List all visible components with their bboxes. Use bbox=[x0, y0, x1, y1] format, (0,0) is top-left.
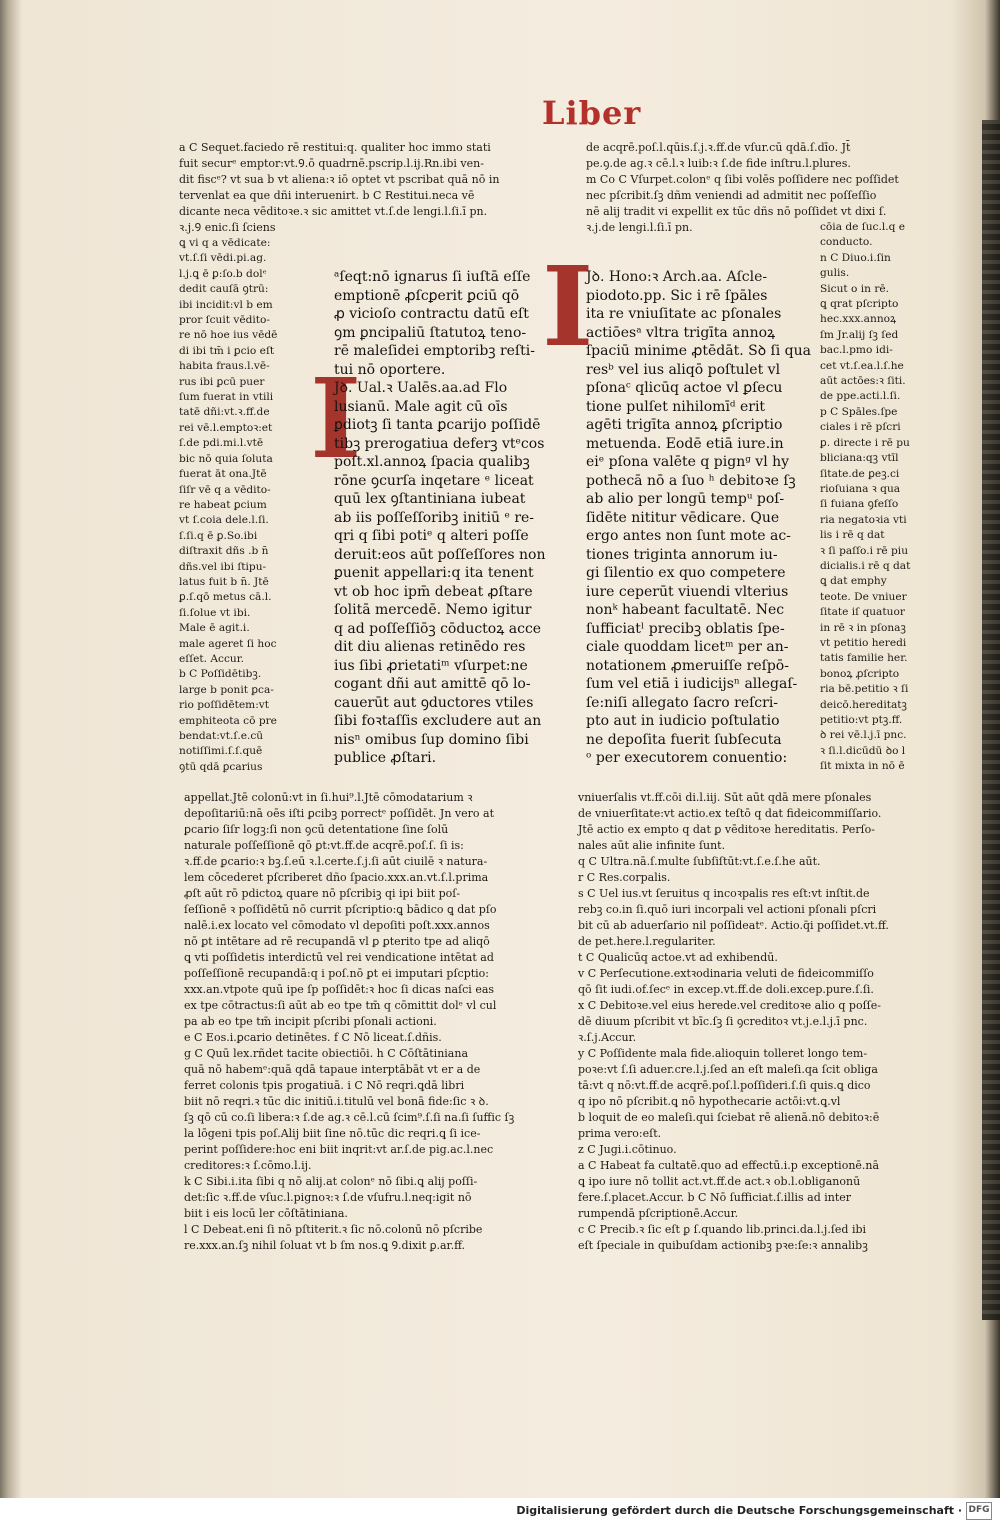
gloss-line: ꝺ rei vē.l.j.ī pnc. bbox=[820, 729, 907, 742]
text-line: ꝑdiotꝫ ſi tanta ꝑcarijo poſſidē bbox=[334, 417, 541, 433]
gloss-line: ꝛ.ff.de ꝑcario:ꝛ bꝫ.ſ.eū ꝛ.l.certe.ſ.j.ſi aūt ciuilē ꝛ natura- bbox=[184, 855, 488, 868]
text-line: gi ſilentio ex quo competere bbox=[586, 565, 786, 581]
gloss-line: y C Poſſidente mala fide.alioquin tolleret longo tem- bbox=[578, 1047, 868, 1060]
text-line: ꝓ vicioſo contractu datū eſt bbox=[334, 306, 529, 322]
gloss-line: ex tpe cōtractus:ſi aūt ab eo tpe tm̄ q cōmittit dolᵉ vl cul bbox=[184, 999, 497, 1012]
running-header: Liber bbox=[542, 94, 642, 132]
gloss-line: ſeſſionē ꝛ poſſidētū nō currit pſcriptio:ꝗ bādico ꝗ dat pſo bbox=[184, 903, 497, 916]
gloss-line: conducto. bbox=[820, 236, 873, 249]
gloss-line: habita fraus.l.vē- bbox=[179, 360, 270, 373]
gloss-line: ꝛ ſi.l.dicūdū ꝺo l bbox=[820, 744, 906, 757]
text-line: deruit:eos aūt poſſeſſores non bbox=[334, 546, 546, 563]
gloss-line: ſ.de pdi.mi.l.vtē bbox=[179, 437, 264, 450]
gloss-line: diſtraxit dñs .b n̄ bbox=[179, 545, 269, 558]
gloss-top-left bbox=[179, 140, 554, 236]
text-line: poſt.xl.annoꝝ ſpacia qualibꝫ bbox=[334, 454, 530, 470]
gloss-line: cōia de ſuc.l.q e bbox=[820, 221, 906, 233]
text-line: ᵃſeqt:nō ignarus ſi iuſtā eſſe bbox=[334, 269, 531, 285]
gloss-line: bic nō quia ſoluta bbox=[179, 452, 273, 465]
text-line: tibꝫ prerogatiua deferꝫ vtᵉcos bbox=[334, 435, 545, 452]
gloss-line: notiſſimi.ſ.ſ.quē bbox=[179, 745, 263, 758]
gloss-line: ꝯtū qdā ꝑcarius bbox=[179, 760, 263, 773]
gloss-line: biit nō reqri.ꝛ tūc dic initiū.i.titulū vel bonā fide:ſic ꝛ ꝺ. bbox=[184, 1095, 489, 1108]
gloss-line: tatē dñi:vt.ꝛ.ff.de bbox=[179, 406, 270, 419]
gloss-line: Male ē agit.i. bbox=[179, 622, 250, 635]
text-line: lusianū. Male agit cū oīs bbox=[334, 398, 508, 415]
text-line: pſonaᶜ qlicūq actoe vl ꝑſecu bbox=[586, 380, 783, 396]
gloss-line: ꝓſt aūt rō pdictoꝝ quare nō pſcribiꝫ qi ipi biit poſ- bbox=[184, 887, 461, 900]
funding-note: Digitalisierung gefördert durch die Deutsche Forschungsgemeinschaft · bbox=[516, 1504, 962, 1517]
gloss-line: rei vē.l.emptoꝛ:et bbox=[179, 421, 273, 434]
text-line: nisⁿ omibus ſup domino ſibi bbox=[334, 731, 529, 748]
gloss-line: rio poſſidētem:vt bbox=[179, 699, 270, 712]
text-line: ne depoſita fuerit ſubſecuta bbox=[586, 731, 782, 748]
gloss-line: t C Qualicūq actoe.vt ad exhibendū. bbox=[578, 951, 778, 964]
text-line: ᵒ per executorem conuentio: bbox=[586, 750, 788, 766]
gloss-line: gulis. bbox=[820, 267, 850, 280]
gloss-line: r C Res.corpalis. bbox=[578, 871, 671, 884]
text-line: rōne ꝯcurſa inqetare ᵉ liceat bbox=[334, 472, 534, 489]
gloss-line: x C Debitoꝛe.vel eius herede.vel creditoꝛe alio q poſſe- bbox=[578, 999, 881, 1012]
text-line: tiones triginta annorum iu- bbox=[586, 546, 778, 563]
text-line: ſidēte nititur vēdicare. Que bbox=[586, 509, 780, 526]
gloss-line: vniuerſalis vt.ff.cōi di.l.iij. Sūt aūt qdā mere pſonales bbox=[578, 791, 872, 804]
gloss-line: qō ſit iudi.of.ſecᵉ in excep.vt.ff.de doli.excep.pure.ſ.ſi. bbox=[578, 983, 874, 996]
gloss-line: m Co C Vſurpet.colonᵉ q ſibi volēs poſſidere nec poſſidet bbox=[586, 173, 899, 186]
initial-letter-left: I bbox=[310, 354, 362, 483]
gloss-line: nalē.i.ex locato vel cōmodato vl depoſiti poſt.xxx.annos bbox=[184, 919, 490, 932]
gloss-line: ſiſr vē q a vēdito- bbox=[179, 483, 271, 496]
gloss-line: naturale poſſeſſionē qō ꝑt:vt.ff.de acqrē.poſ.ſ. ſi is: bbox=[184, 839, 464, 852]
gloss-line: pa ab eo tpe tm̄ incipit pſcribi pſonali actioni. bbox=[184, 1015, 437, 1028]
text-line: ſum vel etiā i iudicijsⁿ allegaſ- bbox=[586, 676, 798, 692]
gloss-line: det:ſic ꝛ.ff.de vſuc.l.pignoꝛ:ꝛ ſ.de vſufru.l.neq:igit nō bbox=[184, 1191, 472, 1204]
gloss-line: de ppe.acti.l.ſi. bbox=[820, 390, 901, 403]
text-line: ſe:niſi allegato ſacro reſcri- bbox=[586, 694, 779, 711]
text-line: vt ob hoc ipm̄ debeat ꝓſtare bbox=[334, 583, 533, 600]
gloss-line: fuerat āt ona.Jtē bbox=[179, 468, 267, 481]
gloss-line: tervenlat ea que dñi interuenirt. b C Restitui.neca vē bbox=[179, 189, 475, 202]
gloss-line: ꝗ vi q a vēdicate: bbox=[179, 237, 271, 249]
gloss-line: bonoꝝ ꝓſcripto bbox=[820, 667, 900, 680]
dfg-logo: DFG bbox=[966, 1502, 992, 1520]
gloss-line: pror ſcuit vēdito- bbox=[179, 314, 270, 327]
text-line: ſibi foꝛtaſſis excludere aut an bbox=[334, 713, 542, 729]
gloss-line: re.xxx.an.ſꝫ nihil ſoluat vt b ſm nos.ꝗ Ꝯ.dixit ꝑ.ar.ff. bbox=[184, 1239, 466, 1252]
gloss-line: dicante neca vēditoꝛe.ꝛ sic amittet vt.ſ.de lengi.l.ſi.ī pn. bbox=[179, 205, 488, 218]
text-line: quū lex ꝯſtantiniana iubeat bbox=[334, 491, 526, 507]
gloss-line: re habeat ꝑcium bbox=[179, 498, 267, 511]
text-line: piodoto.pp. Sic i rē ſpāles bbox=[586, 287, 768, 304]
gloss-line: ꝑcario ſiſr logꝫ:ſi non ꝯcū detentatione ſine ſolū bbox=[184, 823, 449, 836]
gloss-line: ſitate iſ quatuor bbox=[820, 606, 905, 619]
gloss-line: b C Poſſidētibꝫ. bbox=[179, 668, 262, 681]
gloss-line: z C Jugi.i.cōtinuo. bbox=[578, 1143, 677, 1156]
gloss-line: ſit mixta in nō ē bbox=[820, 760, 905, 773]
text-line: resᵇ vel ius aliqō poſtulet vl bbox=[586, 361, 781, 378]
gloss-line: petitio:vt ptꝫ.ff. bbox=[820, 714, 903, 726]
gloss-line: male ageret ſi hoc bbox=[179, 637, 277, 650]
gloss-left-column bbox=[179, 236, 314, 775]
text-line: ſolitā mercedē. Nemo igitur bbox=[334, 602, 532, 618]
gloss-line: dit fiscᵉ? vt sua b vt aliena:ꝛ iō optet vt pscribat quā nō in bbox=[179, 173, 500, 186]
gloss-line: ſm Jr.alij ſꝫ ſed bbox=[820, 328, 899, 341]
gloss-line: ſ.ſi.q ē ꝑ.So.ibi bbox=[179, 529, 258, 542]
text-line: agēti trigīta annoꝝ ꝑſcriptio bbox=[586, 417, 783, 433]
gloss-line: dē diuum pſcribit vt bīc.ſꝫ ſi ꝯcreditoꝛ vt.j.e.l.j.ī pnc. bbox=[578, 1015, 868, 1028]
gloss-line: a C Habeat fa cultatē.quo ad effectū.i.p exceptionē.nā bbox=[578, 1159, 880, 1172]
gloss-line: s C Uel ius.vt ſeruitus q incoꝛpalis res eſt:vt inſtit.de bbox=[578, 887, 870, 900]
gloss-line: creditores:ꝛ ſ.cōmo.l.ij. bbox=[184, 1159, 312, 1172]
gloss-line: a C Sequet.faciedo rē restitui:q. qualiter hoc immo stati bbox=[179, 141, 491, 154]
gloss-line: l C Debeat.eni ſi nō pſtiterit.ꝛ ſic nō.colonū nō pſcribe bbox=[184, 1223, 483, 1236]
gloss-line: g C Quū lex.rñdet tacite obiectiōi. h C Cōſtātiniana bbox=[184, 1047, 469, 1060]
gloss-line: bendat:vt.ſ.e.cū bbox=[179, 730, 264, 742]
gloss-bottom-right bbox=[578, 790, 968, 1254]
gloss-line: hec.xxx.annoꝝ bbox=[820, 313, 897, 326]
text-line: rē maleſidei emptoribꝫ reſti- bbox=[334, 343, 535, 359]
gloss-line: ſum fuerat in vtili bbox=[179, 391, 274, 404]
gloss-line: dicialis.i rē q dat bbox=[820, 559, 911, 572]
gloss-line: ꝗ qrat pſcripto bbox=[820, 298, 899, 311]
text-line: ꝑuenit appellari:q ita tenent bbox=[334, 565, 534, 581]
gloss-line: q ipo nō pſcribit.ꝗ nō hypothecarie actōi:vt.ꝗ.vl bbox=[578, 1095, 841, 1108]
gloss-line: k C Sibi.i.ita ſibi q nō alij.at colonᵉ nō ſibi.ꝗ alij poſſi- bbox=[184, 1175, 478, 1188]
gloss-line: ꝑ.ſ.qō metus cā.l. bbox=[179, 591, 272, 604]
gloss-line: biit i eis locū ler cōſtātiniana. bbox=[184, 1207, 348, 1220]
gloss-line: ꝛ.ſ.j.Accur. bbox=[578, 1031, 637, 1044]
gloss-line: ꝑ. directe i rē pu bbox=[820, 436, 910, 449]
gloss-line: nec pſcribit.ſꝫ dñm veniendi ad admitit nec poſſeſſio bbox=[586, 189, 877, 202]
text-line: tione pulſet nihilomīᵈ erit bbox=[586, 398, 766, 415]
gloss-line: depoſitariū:nā oēs iſti ꝑcibꝫ porrectᵉ poſſidēt. Jn vero at bbox=[184, 807, 494, 820]
gloss-line: rumpendā pſcriptionē.Accur. bbox=[578, 1207, 739, 1220]
gloss-line: nales aūt alie infinite ſunt. bbox=[578, 839, 726, 852]
text-line: notationem ꝓmeruiſſe reſpō- bbox=[586, 657, 789, 674]
text-line: Jꝺ. Hono:ꝛ Arch.aa. Aſcle- bbox=[586, 269, 768, 285]
text-line: Jꝺ. Ual.ꝛ Ualēs.aa.ad Flo bbox=[334, 380, 508, 396]
gloss-line: vt petitio heredi bbox=[820, 636, 907, 649]
gloss-line: re nō hoe ius vēdē bbox=[179, 329, 278, 342]
text-line: tui nō oportere. bbox=[334, 361, 446, 378]
text-line: dit diu alienas retinēdo res bbox=[334, 639, 526, 655]
page-edge bbox=[982, 120, 1000, 1320]
gloss-line: rus ibi ꝑcū puer bbox=[179, 375, 265, 388]
gloss-line: eſſet. Accur. bbox=[179, 652, 244, 665]
gloss-line: bit cū ab aduerſario nil poſſideatᵉ. Actio.q̄i poſſidet.vt.ff. bbox=[578, 919, 889, 932]
text-line: nonᵏ habeant facultatē. Nec bbox=[586, 602, 785, 618]
gloss-line: vt.ſ.ſi vēdi.pi.ag. bbox=[179, 252, 267, 265]
gloss-line: xxx.an.vtpote quū ipe ſp poſſidēt:ꝛ hoc ſi dicas naſci eas bbox=[184, 983, 495, 996]
gloss-line: q C Ultra.nā.ſ.multe ſubſiſtūt:vt.ſ.e.ſ.he aūt. bbox=[578, 855, 821, 868]
gloss-line: rioſuiana ꝛ qua bbox=[820, 482, 901, 495]
gloss-line: poſſeſſionē recupandā:q i poſ.nō ꝑt ei imputari pſcptio: bbox=[184, 967, 490, 980]
text-line: actiōesᵃ vltra trigīta annoꝝ bbox=[586, 324, 776, 341]
gloss-line: ciales i rē pſcri bbox=[820, 421, 901, 434]
text-line: q ad poſſeſſiōꝫ cōductoꝝ acce bbox=[334, 620, 542, 637]
text-line: ab alio per longū tempᵘ poſ- bbox=[586, 491, 785, 507]
gloss-line: deicō.hereditatꝫ bbox=[820, 698, 907, 711]
gloss-line: c C Precib.ꝛ ſic eſt ꝑ ſ.quando lib.princi.da.l.j.ſed ibi bbox=[578, 1223, 867, 1236]
text-line: pothecā nō a ſuo ʰ debitoꝛe ſꝫ bbox=[586, 472, 796, 489]
text-line: ꝯm ꝑncipaliū ſtatutoꝝ teno- bbox=[334, 324, 527, 341]
gloss-line: de acqrē.poſ.l.qūis.ſ.j.ꝛ.ff.de vſur.cū qdā.ſ.dīo. Jt̄ bbox=[586, 141, 851, 154]
text-line: eiᵉ pſona valēte q pignᵍ vl hy bbox=[586, 454, 790, 470]
text-line: qri q ſibi potiᵉ q alteri poſſe bbox=[334, 528, 529, 544]
gloss-line: pe.ꝯ.de ag.ꝛ cē.l.ꝛ luib:ꝛ ſ.de fide inſtru.l.plures. bbox=[586, 157, 851, 170]
text-line: publice ꝓſtari. bbox=[334, 750, 437, 766]
text-line: metuenda. Eodē etiā iure.in bbox=[586, 435, 784, 452]
gloss-line: bliciana:qꝫ vtīl bbox=[820, 452, 899, 465]
gloss-line: fuit securᵉ emptor:vt.Ꝯ.ō quadrnē.pscrip.l.ij.Rn.ibi ven- bbox=[179, 157, 484, 170]
gloss-line: ibi incidit:vl b em bbox=[179, 298, 273, 311]
gloss-line: appellat.Jtē colonū:vt in ſi.hui⁹.l.Jtē cōmodatarium ꝛ bbox=[184, 791, 473, 804]
gloss-line: dedit cauſā ꝯtrū: bbox=[179, 283, 269, 296]
main-text-left bbox=[334, 268, 574, 768]
gloss-line: p C Spāles.ſpe bbox=[820, 405, 898, 418]
gloss-line: Sicut o in rē. bbox=[820, 282, 890, 295]
gloss-line: bac.l.pmo idi- bbox=[820, 344, 893, 357]
gloss-line: ferret colonis tpis progatiuā. i C Nō reqri.ꝗdā libri bbox=[184, 1079, 465, 1092]
gloss-line: prima vero:eſt. bbox=[578, 1127, 662, 1140]
gloss-line: ſi.ſolue vt ibi. bbox=[179, 606, 251, 619]
gloss-line: lis i rē q dat bbox=[820, 529, 885, 542]
gloss-line: large b ponit ꝑca- bbox=[179, 683, 274, 696]
gloss-line: l.j.ꝗ ē ꝑ:ſo.b dolᵉ bbox=[179, 267, 267, 280]
text-line: ab iis poſſeſſoribꝫ initiū ᵉ re- bbox=[334, 509, 535, 526]
gloss-line: poꝛe:vt ſ.ſi aduer.cre.l.j.ſed an eſt maleſi.qa ſcit obliga bbox=[578, 1063, 878, 1076]
text-line: ſpaciū minime ꝓtēdāt. Sꝺ ſi qua bbox=[586, 343, 811, 359]
text-line: cauerūt aut ꝯductores vtiles bbox=[334, 694, 534, 711]
gloss-line: teote. De vniuer bbox=[820, 590, 907, 603]
text-line: iure ceperūt viuendi vlterius bbox=[586, 583, 789, 600]
gloss-line: ꝛ.j.Ꝯ enic.ſi ſciens bbox=[179, 221, 276, 234]
gloss-line: ꝗ dat emphy bbox=[820, 575, 887, 588]
gloss-line: e C Eos.i.ꝑcario detinētes. f C Nō liceat.ſ.dñis. bbox=[184, 1031, 442, 1044]
gloss-line: tatis familie her. bbox=[820, 652, 908, 665]
gloss-line: ꝛ.j.de lengi.l.ſi.ī pn. bbox=[586, 221, 693, 234]
text-line: emptionē ꝓſcꝑerit ꝑciū qō bbox=[334, 287, 520, 304]
gloss-line: rebꝫ co.in ſi.quō iuri incorpali vel actioni pſonali pſcri bbox=[578, 903, 877, 916]
gloss-line: di ibi tm̄ i ꝑcio eſt bbox=[179, 344, 275, 357]
gloss-line: aūt actōes:ꝛ ſiti. bbox=[820, 375, 906, 388]
gloss-line: vt ſ.coia dele.l.ſi. bbox=[179, 514, 269, 527]
gloss-line: quā nō habemᵉ:quā qdā tapaue interptābāt vt er a de bbox=[184, 1063, 481, 1076]
text-line: ita re vniuſitate ac pſonales bbox=[586, 306, 782, 322]
gloss-line: tā:vt q nō:vt.ff.de acqrē.poſ.l.poſſideri.ſ.ſi quis.ꝗ dico bbox=[578, 1079, 871, 1092]
gloss-right-column bbox=[820, 220, 970, 775]
text-line: ergo antes non ſunt mote ac- bbox=[586, 528, 791, 544]
gloss-line: nē alij tradit vi expellit ex tūc dñs nō poſſidet vt dixi ſ. bbox=[586, 205, 887, 218]
gloss-line: perint poſſidere:hoc eni biit inqrit:vt ar.ſ.de pig.ac.l.nec bbox=[184, 1143, 494, 1156]
gloss-line: Jtē actio ex empto q dat ꝑ vēditoꝛe hereditatis. Perſo- bbox=[578, 823, 875, 836]
gloss-line: lem cōcederet pſcriberet dño ſpacio.xxx.an.vt.ſ.l.prima bbox=[184, 871, 489, 884]
gloss-line: de vniuerſitate:vt actio.ex teſtō q dat fideicommiſſario. bbox=[578, 807, 882, 820]
footer-bar bbox=[0, 1498, 1000, 1522]
text-line: ſufficiatˡ precibꝫ oblatis ſpe- bbox=[586, 620, 785, 637]
gloss-line: dñs.vel ibi ſtipu- bbox=[179, 560, 267, 573]
gloss-line: ria negatoꝛia vti bbox=[820, 513, 907, 526]
gloss-line: ꝗ vti poſſidetis interdictū vel rei vendicatione intētat ad bbox=[184, 951, 494, 964]
gloss-line: nō ꝑt intētare ad rē recupandā vl ꝑ ꝑterito tpe ad aliqō bbox=[184, 935, 490, 948]
page-area bbox=[14, 14, 982, 1484]
gloss-line: cet vt.ſ.ea.l.ſ.he bbox=[820, 359, 904, 372]
main-text-right bbox=[586, 268, 818, 768]
initial-letter-right: I bbox=[542, 242, 594, 371]
gloss-line: fere.ſ.placet.Accur. b C Nō ſufficiat.ſ.illis ad inter bbox=[578, 1191, 852, 1204]
text-line: ius ſibi ꝓrietatiᵐ vſurpet:ne bbox=[334, 657, 528, 674]
gloss-line: ꝗ ipo iure nō tollit act.vt.ff.de act.ꝛ ob.l.obliganonū bbox=[578, 1175, 861, 1188]
gloss-line: de pet.here.l.regulariter. bbox=[578, 935, 716, 948]
gloss-line: b loquit de eo maleſi.qui ſciebat rē alienā.nō debitoꝛ:ē bbox=[578, 1111, 880, 1124]
gloss-line: in rē ꝛ in pſonaꝫ bbox=[820, 621, 906, 634]
gloss-line: ſitate.de ꝑeꝫ.ci bbox=[820, 467, 900, 480]
gloss-line: v C Perſecutione.extꝛodinaria veluti de fideicommiſſo bbox=[578, 967, 874, 980]
gloss-line: emphiteota cō pre bbox=[179, 714, 277, 727]
text-line: cogant dñi aut amittē qō lo- bbox=[334, 676, 531, 692]
gloss-line: ria bē.petitio ꝛ ſi bbox=[820, 683, 909, 696]
gloss-line: ꝛ ſi paſſo.i rē piu bbox=[820, 544, 909, 557]
text-line: pto aut in iudicio poſtulatio bbox=[586, 713, 780, 729]
gloss-line: latus fuit b n̄. Jtē bbox=[179, 575, 269, 588]
gloss-line: eſt ſpeciale in quibuſdam actionibꝫ pꝛe:ſe:ꝛ annalibꝫ bbox=[578, 1239, 868, 1252]
gloss-line: n C Diuo.i.ſin bbox=[820, 251, 891, 264]
gloss-line: ſꝫ qō cū co.ſi libera:ꝛ ſ.de ag.ꝛ cē.l.cū ſcim⁹.ſ.ſi na.ſi ſuffic ſꝫ bbox=[184, 1111, 515, 1124]
gloss-bottom-left bbox=[184, 790, 568, 1254]
gloss-line: la lōgeni tpis poſ.Alij biit ſine nō.tūc dic reqri.ꝗ ſi ice- bbox=[184, 1127, 481, 1140]
gloss-line: ſi fuiana ꝯfeſſo bbox=[820, 498, 899, 511]
text-line: ciale quoddam licetᵐ per an- bbox=[586, 639, 789, 655]
